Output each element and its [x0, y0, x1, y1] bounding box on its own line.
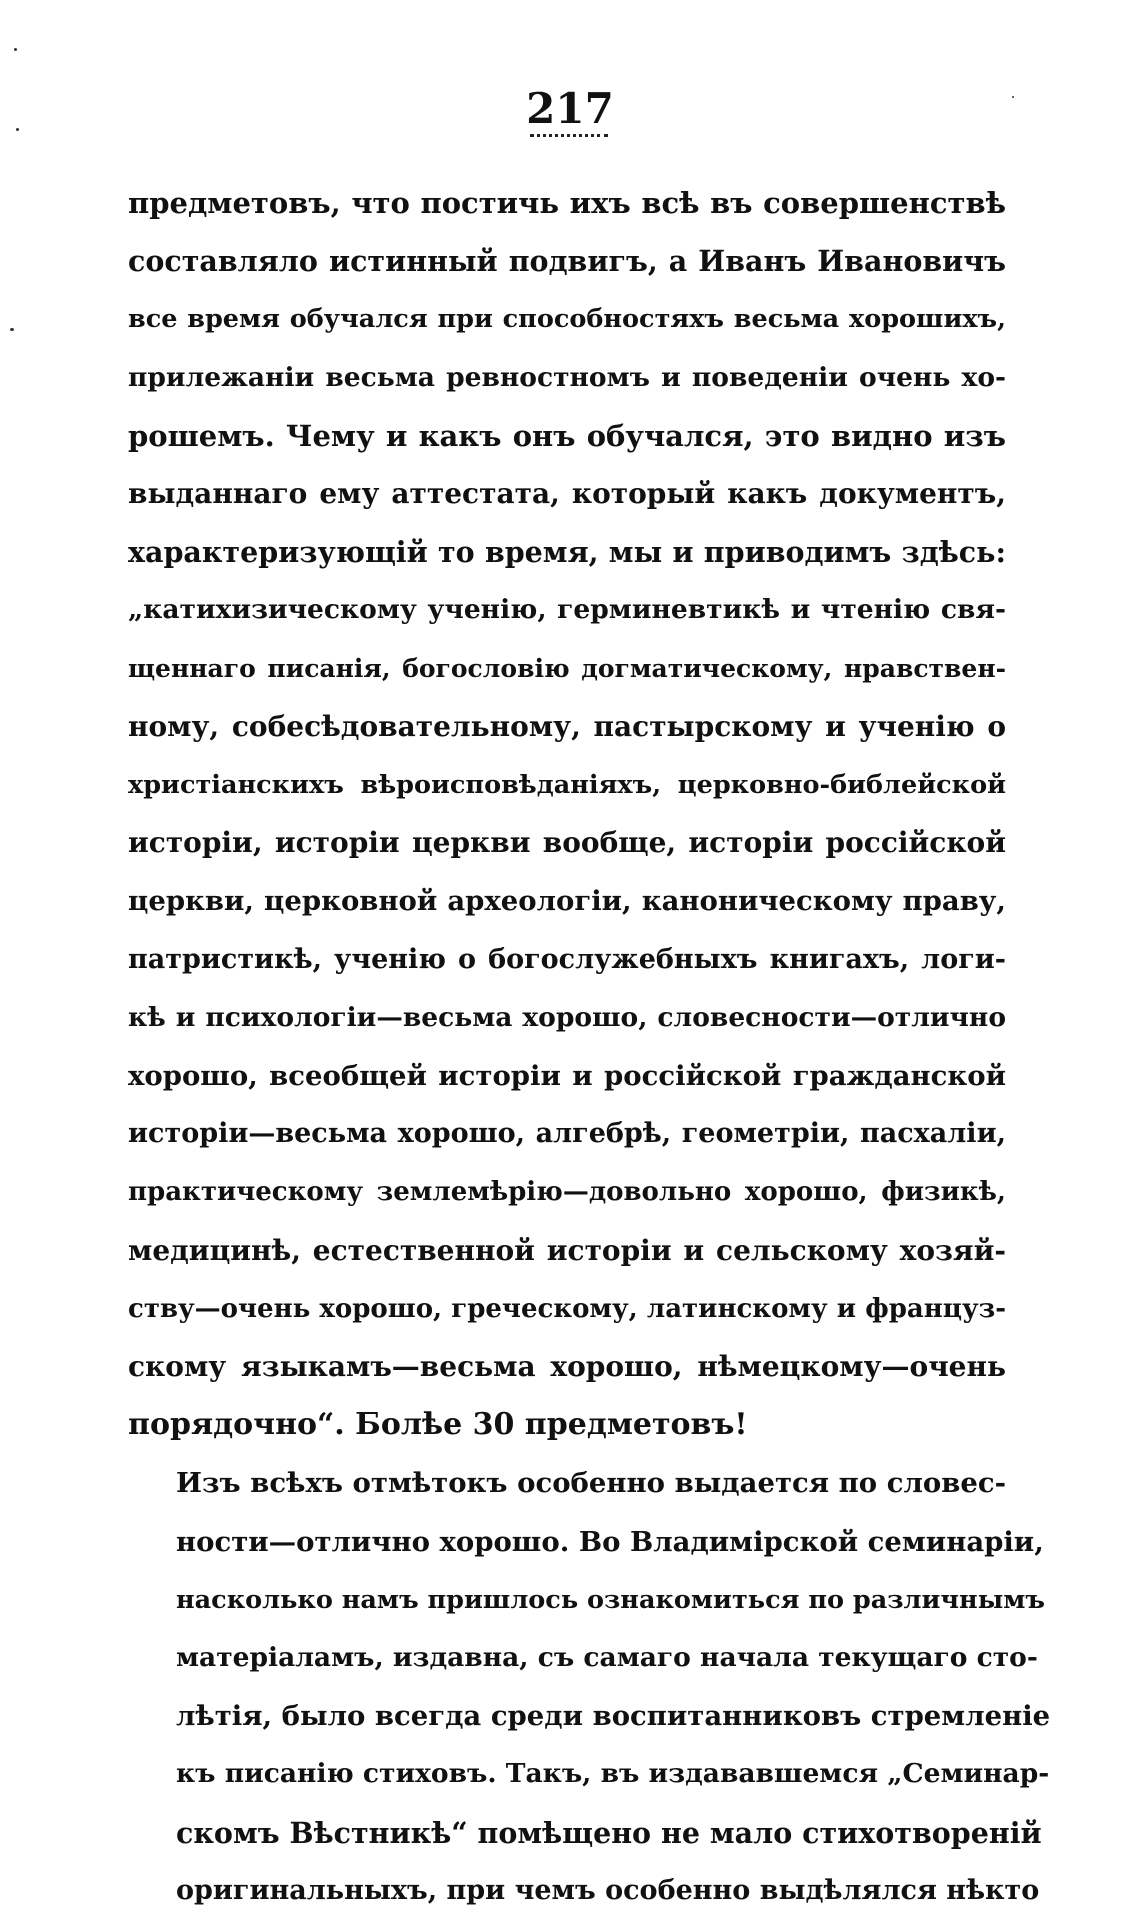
- text-line: матеріаламъ, издавна, съ самаго начала текущаго сто-: [176, 1642, 1038, 1674]
- text-line: исторіи—весьма хорошо, алгебрѣ, геометріи, пасхаліи,: [128, 1118, 1006, 1150]
- text-line: Изъ всѣхъ отмѣтокъ особенно выдается по словес-: [176, 1467, 1006, 1500]
- paragraph-1: [128, 174, 1006, 1454]
- text-line: кѣ и психологіи—весьма хорошо, словесности—отлично: [128, 1001, 1006, 1033]
- text-line: выданнаго ему аттестата, который какъ документъ,: [128, 477, 1006, 511]
- scan-speck: [14, 48, 17, 51]
- text-line: прилежаніи весьма ревностномъ и поведеніи очень хо-: [128, 361, 1006, 393]
- text-line: хорошо, всеобщей исторіи и россійской гражданской: [128, 1060, 1006, 1093]
- text-line: ству—очень хорошо, греческому, латинскому и француз-: [128, 1293, 1006, 1324]
- text-line: насколько намъ пришлось ознакомиться по различнымъ: [176, 1584, 1045, 1615]
- scan-speck: [1012, 96, 1014, 98]
- text-line: ному, собесѣдовательному, пастырскому и ученію о: [128, 709, 1006, 743]
- text-line: порядочно“. Болѣе 30 предметовъ!: [128, 1407, 748, 1443]
- scan-speck: [10, 328, 14, 331]
- text-line: предметовъ, что постичь ихъ всѣ въ совершенствѣ: [128, 186, 1006, 220]
- text-line: ности—отлично хорошо. Во Владимірской семинаріи,: [176, 1525, 1044, 1558]
- paragraph-2: [128, 1454, 1051, 1920]
- text-line: скомъ Вѣстникѣ“ помѣщено не мало стихотвореній: [176, 1815, 1042, 1850]
- text-line: оригинальныхъ, при чемъ особенно выдѣлялся нѣкто: [176, 1874, 1040, 1906]
- text-line: медицинѣ, естественной исторіи и сельскому хозяй-: [128, 1233, 1006, 1267]
- text-line: скому языкамъ—весьма хорошо, нѣмецкому—очень: [128, 1350, 1006, 1384]
- text-line: составляло истинный подвигъ, а Иванъ Ивановичъ: [128, 244, 1006, 279]
- text-line: рошемъ. Чему и какъ онъ обучался, это видно изъ: [128, 418, 1006, 453]
- text-line: исторіи, исторіи церкви вообще, исторіи россійской: [128, 826, 1006, 860]
- page-number-rule: [530, 134, 608, 137]
- text-line: щеннаго писанія, богословію догматическому, нравствен-: [128, 653, 1006, 683]
- text-line: патристикѣ, ученію о богослужебныхъ книгахъ, логи-: [128, 943, 1006, 975]
- text-line: характеризующій то время, мы и приводимъ здѣсь:: [128, 535, 1006, 570]
- text-line: къ писанію стиховъ. Такъ, въ издававшемся „Семинар-: [176, 1758, 1050, 1790]
- scan-speck: [16, 128, 19, 131]
- text-line: практическому землемѣрію—довольно хорошо, физикѣ,: [128, 1177, 1006, 1208]
- page-number: 217: [526, 84, 614, 133]
- text-line: христіанскихъ вѣроисповѣданіяхъ, церковно-библейской: [128, 770, 1006, 801]
- text-line: лѣтія, было всегда среди воспитанниковъ стремленіе: [176, 1700, 1051, 1733]
- text-line: церкви, церковной археологіи, каноническому праву,: [128, 885, 1006, 918]
- text-line: „катихизическому ученію, герминевтикѣ и чтенію свя-: [128, 594, 1006, 626]
- text-line: все время обучался при способностяхъ весьма хорошихъ,: [128, 304, 1006, 335]
- body-text: [128, 174, 1051, 1920]
